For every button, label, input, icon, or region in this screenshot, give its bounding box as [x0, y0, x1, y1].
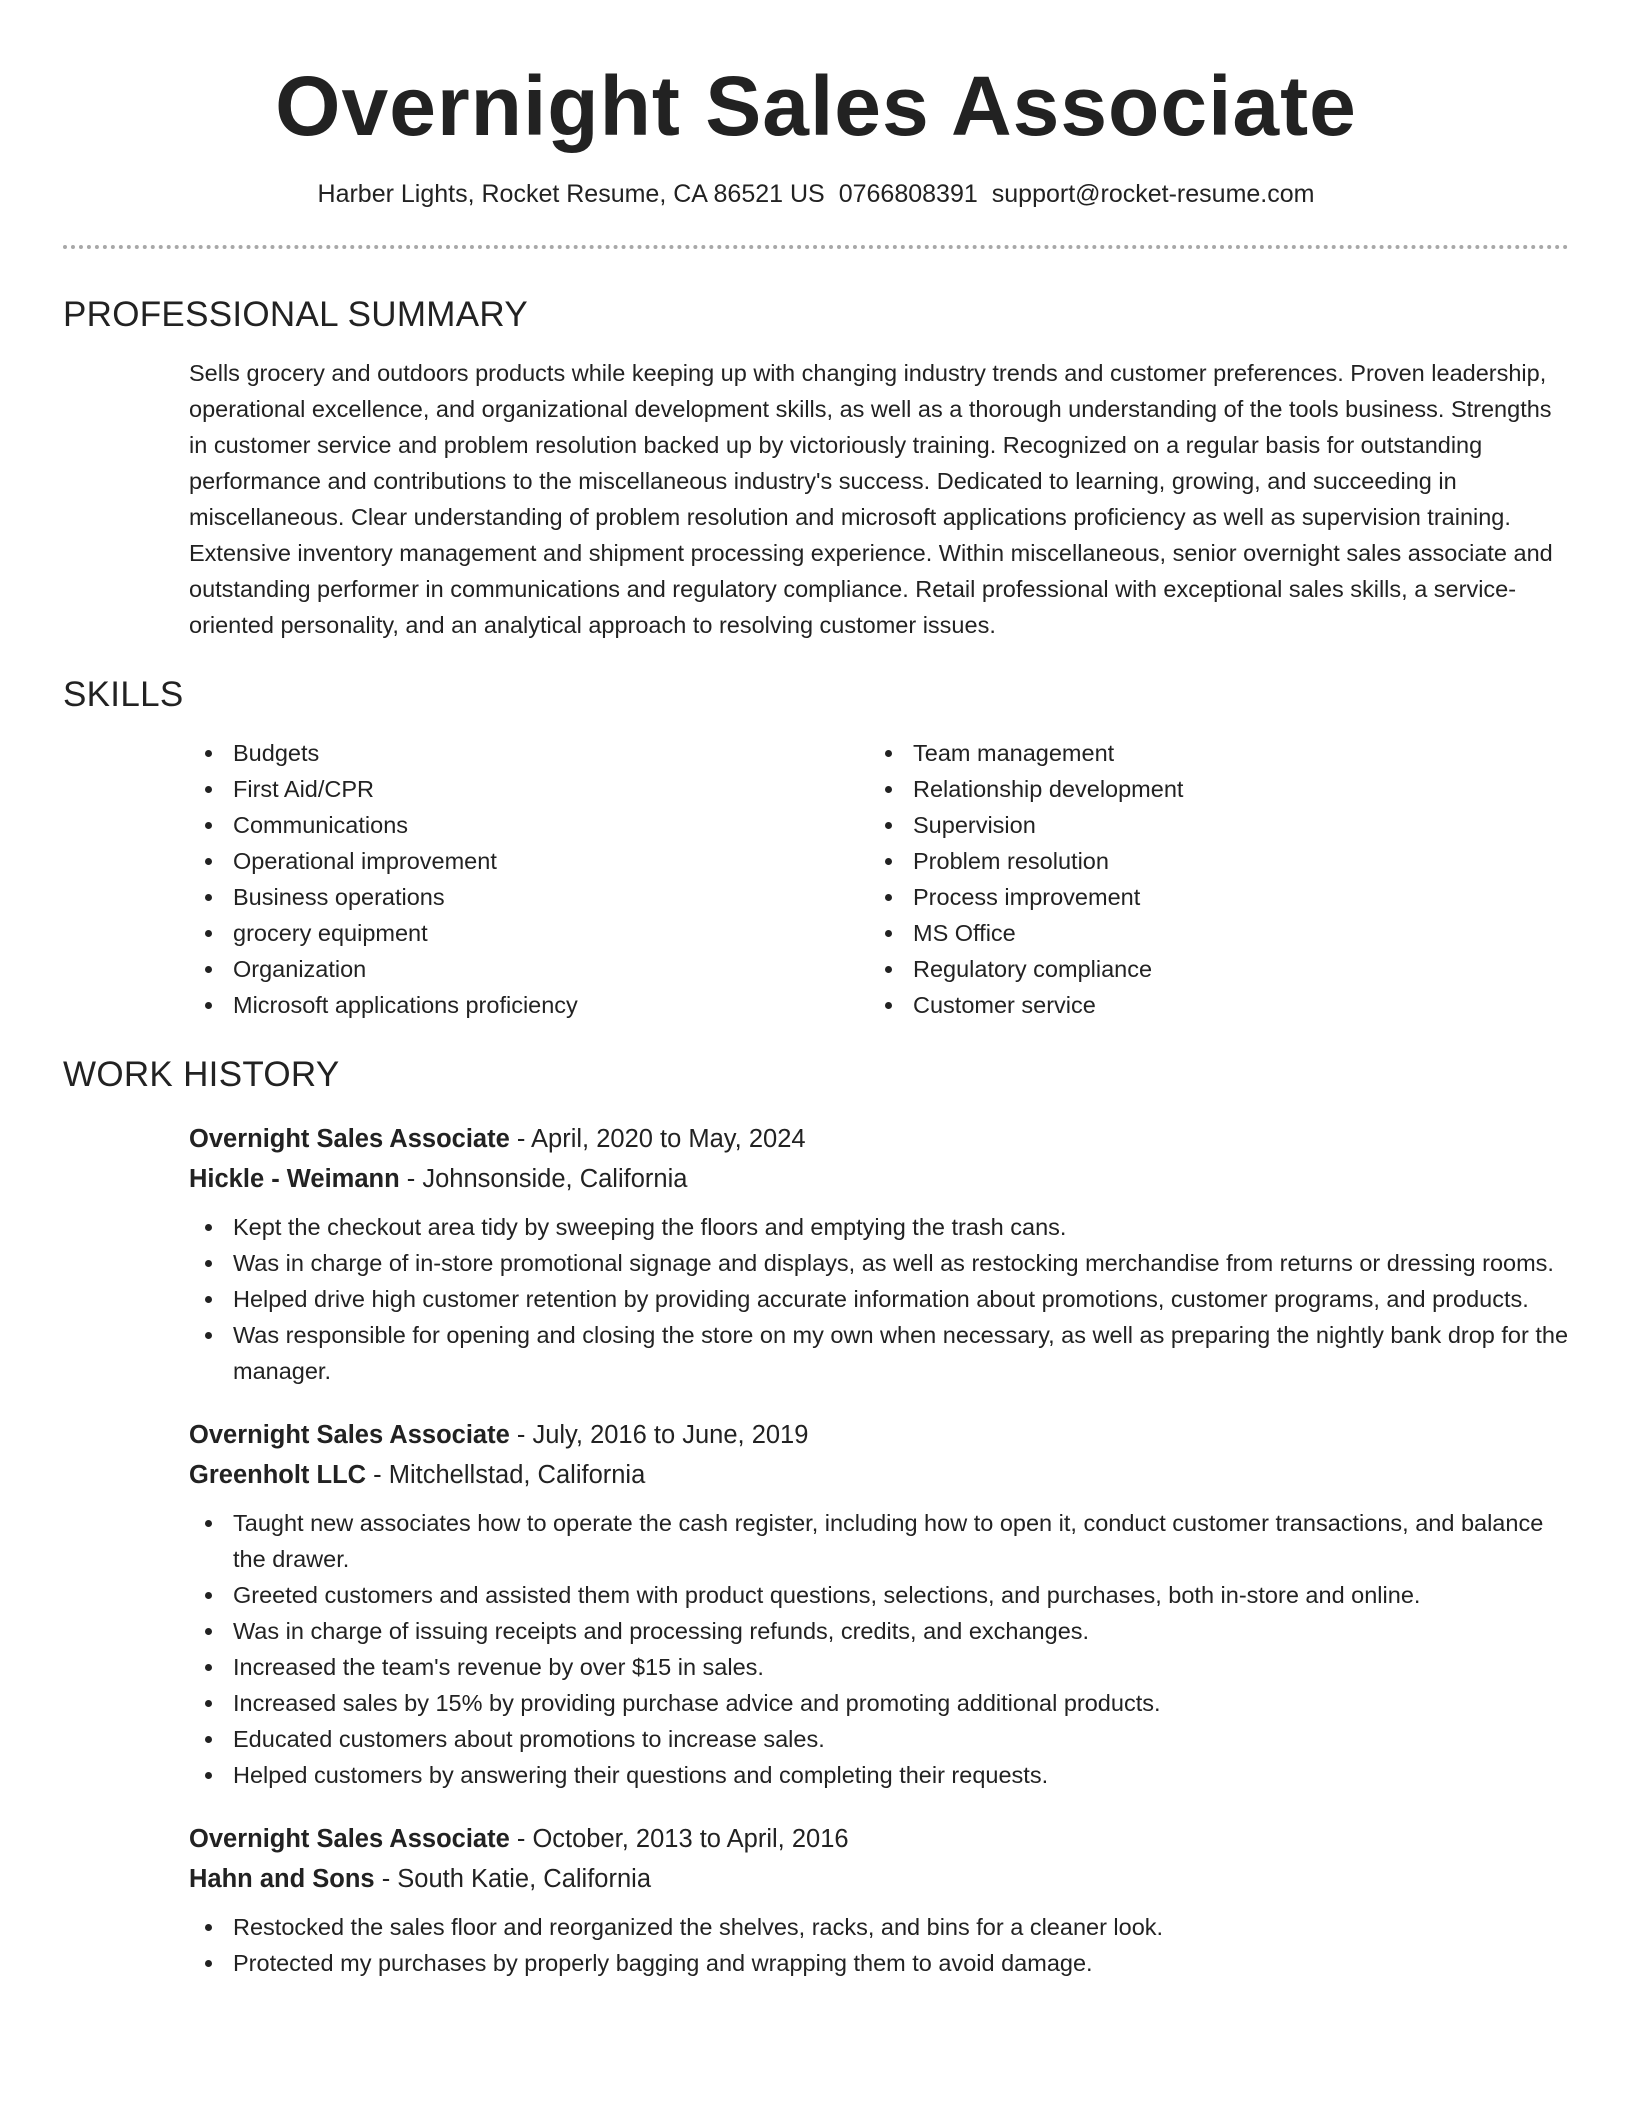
skill-item: Problem resolution	[869, 843, 1549, 879]
duty-item: Increased the team's revenue by over $15 in sales.	[189, 1649, 1569, 1685]
work-history-heading: WORK HISTORY	[63, 1055, 340, 1094]
job-duties	[189, 1909, 1569, 1981]
duty-item: Helped customers by answering their questions and completing their requests.	[189, 1757, 1569, 1793]
skill-item: Organization	[189, 951, 869, 987]
summary-text: Sells grocery and outdoors products while keeping up with changing industry trends and customer preferences. Proven leadership, operational excellence, and organizational development skills, as well as a thorough understanding of the tools business. Strengths in customer service and problem resolution backed up by victoriously training. Recognized on a regular basis for outstanding performance and contributions to the miscellaneous industry's success. Dedicated to learning, growing, and succeeding in miscellaneous. Clear understanding of problem resolution and microsoft applications proficiency as well as supervision training. Extensive inventory management and shipment processing experience. Within miscellaneous, senior overnight sales associate and outstanding performer in communications and regulatory compliance. Retail professional with exceptional sales skills, a service-oriented personality, and an analytical approach to resolving customer issues.	[189, 360, 1553, 638]
job-company-line	[189, 1455, 1569, 1495]
skill-item: Microsoft applications proficiency	[189, 987, 869, 1023]
work-history-list	[189, 1119, 1569, 1981]
duty-item: Was in charge of issuing receipts and processing refunds, credits, and exchanges.	[189, 1613, 1569, 1649]
job-location: - South Katie, California	[374, 1865, 652, 1893]
skills-column-left	[189, 735, 869, 1023]
job-title-line	[189, 1119, 1569, 1159]
skills-list	[189, 735, 1569, 1023]
contact-phone: 0766808391	[838, 180, 978, 208]
duty-item: Was in charge of in-store promotional signage and displays, as well as restocking merchandise from returns or dressing rooms.	[189, 1245, 1569, 1281]
header-divider	[63, 245, 1569, 249]
contact-line	[63, 176, 1569, 212]
job-role: Overnight Sales Associate	[189, 1125, 510, 1153]
contact-email: support@rocket-resume.com	[991, 180, 1315, 208]
skills-column-right	[869, 735, 1549, 1023]
skill-item: Customer service	[869, 987, 1549, 1023]
contact-address: Harber Lights, Rocket Resume, CA 86521 US	[317, 180, 825, 208]
job-title-line	[189, 1819, 1569, 1859]
skill-item: Operational improvement	[189, 843, 869, 879]
job-dates: - October, 2013 to April, 2016	[509, 1825, 849, 1853]
job-duties	[189, 1209, 1569, 1389]
job-entry	[189, 1415, 1569, 1793]
duty-item: Kept the checkout area tidy by sweeping the floors and emptying the trash cans.	[189, 1209, 1569, 1245]
skill-item: MS Office	[869, 915, 1549, 951]
duty-item: Taught new associates how to operate the cash register, including how to open it, conduct customer transactions, and balance the drawer.	[189, 1505, 1569, 1577]
job-duties	[189, 1505, 1569, 1793]
job-company-line	[189, 1859, 1569, 1899]
job-title-line	[189, 1415, 1569, 1455]
job-location: - Mitchellstad, California	[366, 1461, 646, 1489]
job-entry	[189, 1819, 1569, 1981]
skill-item: Team management	[869, 735, 1549, 771]
job-dates: - July, 2016 to June, 2019	[509, 1421, 809, 1449]
skill-item: Supervision	[869, 807, 1549, 843]
job-role: Overnight Sales Associate	[189, 1825, 510, 1853]
job-company: Hickle - Weimann	[189, 1165, 400, 1193]
job-entry	[189, 1119, 1569, 1389]
duty-item: Greeted customers and assisted them with product questions, selections, and purchases, both in-store and online.	[189, 1577, 1569, 1613]
job-company-line	[189, 1159, 1569, 1199]
skill-item: Budgets	[189, 735, 869, 771]
skill-item: Business operations	[189, 879, 869, 915]
duty-item: Increased sales by 15% by providing purchase advice and promoting additional products.	[189, 1685, 1569, 1721]
job-company: Hahn and Sons	[189, 1865, 375, 1893]
duty-item: Was responsible for opening and closing the store on my own when necessary, as well as preparing the nightly bank drop for the manager.	[189, 1317, 1569, 1389]
job-dates: - April, 2020 to May, 2024	[509, 1125, 806, 1153]
summary-heading: PROFESSIONAL SUMMARY	[63, 295, 528, 334]
duty-item: Helped drive high customer retention by providing accurate information about promotions, customer programs, and products.	[189, 1281, 1569, 1317]
resume-name: Overnight Sales Associate	[275, 59, 1357, 153]
duty-item: Protected my purchases by properly bagging and wrapping them to avoid damage.	[189, 1945, 1569, 1981]
skill-item: grocery equipment	[189, 915, 869, 951]
job-location: - Johnsonside, California	[399, 1165, 688, 1193]
skill-item: Process improvement	[869, 879, 1549, 915]
skill-item: First Aid/CPR	[189, 771, 869, 807]
skill-item: Communications	[189, 807, 869, 843]
skill-item: Regulatory compliance	[869, 951, 1549, 987]
skills-heading: SKILLS	[63, 675, 184, 714]
job-company: Greenholt LLC	[189, 1461, 367, 1489]
duty-item: Educated customers about promotions to increase sales.	[189, 1721, 1569, 1757]
duty-item: Restocked the sales floor and reorganized the shelves, racks, and bins for a cleaner look.	[189, 1909, 1569, 1945]
skill-item: Relationship development	[869, 771, 1549, 807]
job-role: Overnight Sales Associate	[189, 1421, 510, 1449]
